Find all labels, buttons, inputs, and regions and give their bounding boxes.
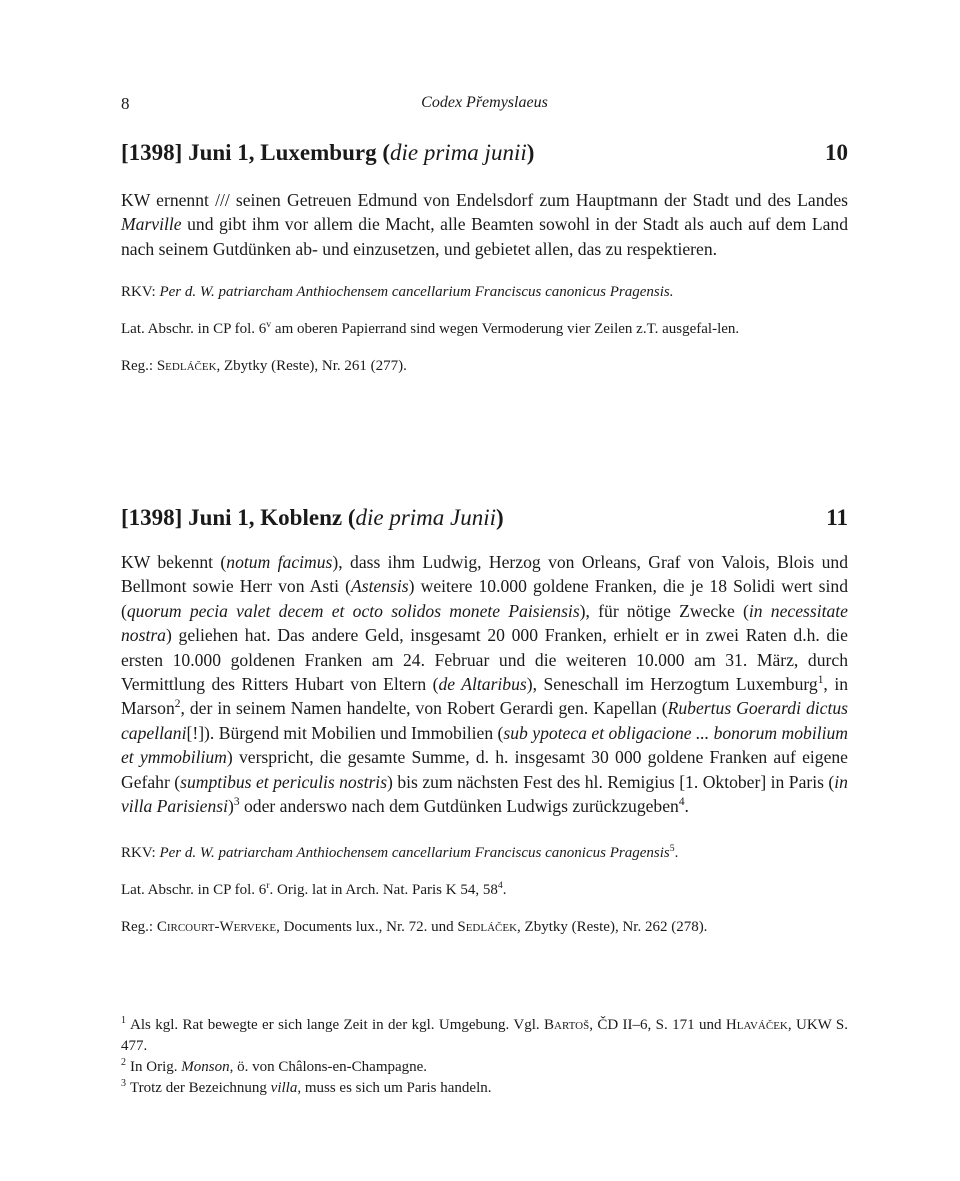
entry-heading [121, 140, 848, 174]
footnote-3 [121, 1078, 848, 1099]
text-run: Als kgl. Rat bewegte er sich lange Zeit in der kgl. Umgebung. Vgl. [130, 1017, 544, 1033]
text-run: ) [228, 796, 234, 817]
text-run: , ö. von Châlons-en-Champagne. [229, 1059, 428, 1075]
note-reference: r [266, 880, 270, 892]
text-run: ) weitere 10.000 goldene Franken, die je 18 Solidi wert sind ( [121, 576, 848, 621]
italic-text: Monson [181, 1059, 230, 1075]
italic-text: villa, [270, 1080, 302, 1096]
entry-number: 10 [825, 140, 848, 165]
entry-regest-note [121, 917, 848, 938]
text-run: Lat. Abschr. in CP fol. 6 [121, 321, 267, 338]
text-run: KW ernennt /// seinen Getreuen Edmund von Endelsdorf zum Hauptmann der Stadt und des Landes [121, 190, 848, 210]
text-run: , der in seinem Namen handelte, von Robert Gerardi gen. Kapellan ( [180, 698, 668, 719]
note-reference: 5 [669, 843, 675, 855]
note-reference: v [266, 319, 272, 331]
italic-text: sub ypoteca et obligacione ... bonorum mobilium et ymmobilium [121, 722, 849, 768]
footnote-text [130, 1059, 427, 1075]
italic-text: Per d. W. patriarcham Anthiochensem cancellarium Franciscus canonicus Pragensis. [159, 284, 674, 301]
text-run: ) geliehen hat. Das andere Geld, insgesamt 20 000 Franken, erhielt er in zwei Raten d.h. die ersten 10.000 goldenen Franken am 24. Februar und die weiteren 10.000 am 31. März, durch Vermittlung des Ritters Hubart von Eltern ( [121, 625, 848, 695]
italic-text: notum facimus [226, 552, 333, 572]
text-run: oder anderswo nach dem Gutdünken Ludwigs zurückzugeben [239, 796, 679, 817]
text-run: ) [526, 140, 535, 165]
text-run: In Orig. [130, 1059, 182, 1075]
entry-regest-note [121, 356, 848, 377]
document-entry-11 [121, 505, 848, 938]
italic-text: in necessitate nostra [121, 600, 848, 646]
italic-text: in villa Parisiensi [121, 771, 848, 817]
text-run: am oberen Papierrand sind wegen Vermoderung vier Zeilen z.T. ausgefal-len. [271, 321, 740, 338]
entry-number: 11 [826, 505, 848, 530]
entry-transmission-note [121, 319, 848, 340]
text-run: , Zbytky (Reste), Nr. 261 (277). [216, 358, 407, 375]
text-run: ) bis zum nächsten Fest des hl. Remigius [1. Oktober] in Paris ( [387, 771, 835, 792]
text-run: . [674, 845, 679, 862]
text-run: . Orig. lat in Arch. Nat. Paris K 54, 58 [269, 882, 498, 899]
italic-text: Marville [121, 214, 182, 235]
entry-rkv-note [121, 843, 848, 864]
text-run: , ČD II–6, S. 171 und [589, 1017, 726, 1033]
entry-rkv-note [121, 282, 848, 303]
text-run: [1398] Juni 1, Koblenz ( [121, 505, 356, 530]
italic-text: quorum pecia valet decem et octo solidos monete Paisiensis [126, 600, 580, 621]
text-run: , Documents lux., Nr. 72. und [276, 919, 458, 936]
author-name: Circourt-Werveke [156, 919, 277, 936]
page-number: 8 [121, 94, 130, 113]
note-reference: 4 [497, 880, 503, 892]
italic-text: Rubertus Goerardi dictus capellani [121, 698, 848, 743]
text-run: . [502, 882, 507, 899]
note-reference: 2 [174, 698, 181, 711]
running-head [121, 94, 848, 118]
text-run: und gibt ihm vor allem die Macht, alle Beamten sowohl in der Stadt als auch auf dem Land nach seinem Gutdünken ab- und einzusetzen, und gebietet allen, das zu respektieren. [121, 214, 848, 259]
text-run: KW bekennt ( [121, 552, 227, 572]
document-entry-10 [121, 140, 848, 377]
text-run: ) verspricht, die gesamte Summe, d. h. insgesamt 30 000 goldene Franken auf eigene Gefahr ( [121, 747, 848, 792]
author-name: Sedláček [457, 919, 518, 936]
text-run: , in Marson [121, 674, 848, 719]
text-run: Lat. Abschr. in CP fol. 6 [121, 882, 267, 899]
italic-text: Astensis [350, 576, 409, 597]
footnote-marker: 2 [121, 1057, 126, 1068]
entry-date-place [121, 505, 504, 531]
italic-text: sumptibus et periculis nostris [180, 771, 388, 792]
italic-text: de Altaribus [438, 674, 527, 695]
text-run: Reg.: [121, 919, 157, 936]
author-name: Hlaváček [725, 1017, 788, 1033]
author-name: Sedláček [156, 358, 217, 375]
footnote-marker: 1 [121, 1015, 126, 1026]
italic-text: Per d. W. patriarcham Anthiochensem cancellarium Franciscus canonicus Pragensis [159, 845, 670, 862]
text-run: , UKW S. 477. [121, 1017, 849, 1054]
entry-abstract [121, 188, 848, 261]
text-run: ), für nötige Zwecke ( [579, 600, 749, 621]
italic-text: die prima Junii [355, 505, 497, 530]
text-run: Reg.: [121, 358, 157, 375]
note-reference: 1 [817, 674, 824, 687]
footnote-2 [121, 1057, 848, 1078]
footnote-marker: 3 [121, 1078, 126, 1089]
text-run: [1398] Juni 1, Luxemburg ( [121, 140, 390, 165]
text-run: muss es sich um Paris handeln. [301, 1080, 492, 1096]
text-run: , Zbytky (Reste), Nr. 262 (278). [517, 919, 708, 936]
footnote-1 [121, 1015, 848, 1057]
running-title: Codex Přemyslaeus [421, 94, 548, 111]
text-run: ), Seneschall im Herzogtum Luxemburg [526, 674, 818, 695]
text-run: Trotz der Bezeichnung [130, 1080, 271, 1096]
footnotes [121, 1015, 848, 1099]
text-run: . [684, 796, 689, 817]
entry-transmission-note [121, 880, 848, 901]
footnote-text [130, 1080, 492, 1096]
entry-date-place [121, 140, 534, 166]
text-run: ) [496, 505, 504, 530]
italic-text: die prima junii [390, 140, 527, 165]
note-reference: 3 [233, 796, 240, 809]
text-run: ), dass ihm Ludwig, Herzog von Orleans, Graf von Valois, Blois und Bellmont sowie Herr von Asti ( [121, 552, 849, 597]
entry-abstract [121, 550, 848, 818]
text-run: RKV: [121, 845, 160, 862]
author-name: Bartoš [544, 1017, 590, 1033]
entry-heading [121, 505, 848, 539]
footnote-text [121, 1017, 848, 1054]
text-run: RKV: [121, 284, 160, 301]
note-reference: 4 [678, 796, 685, 809]
text-run: [!]). Bürgend mit Mobilien und Immobilien ( [186, 722, 504, 743]
